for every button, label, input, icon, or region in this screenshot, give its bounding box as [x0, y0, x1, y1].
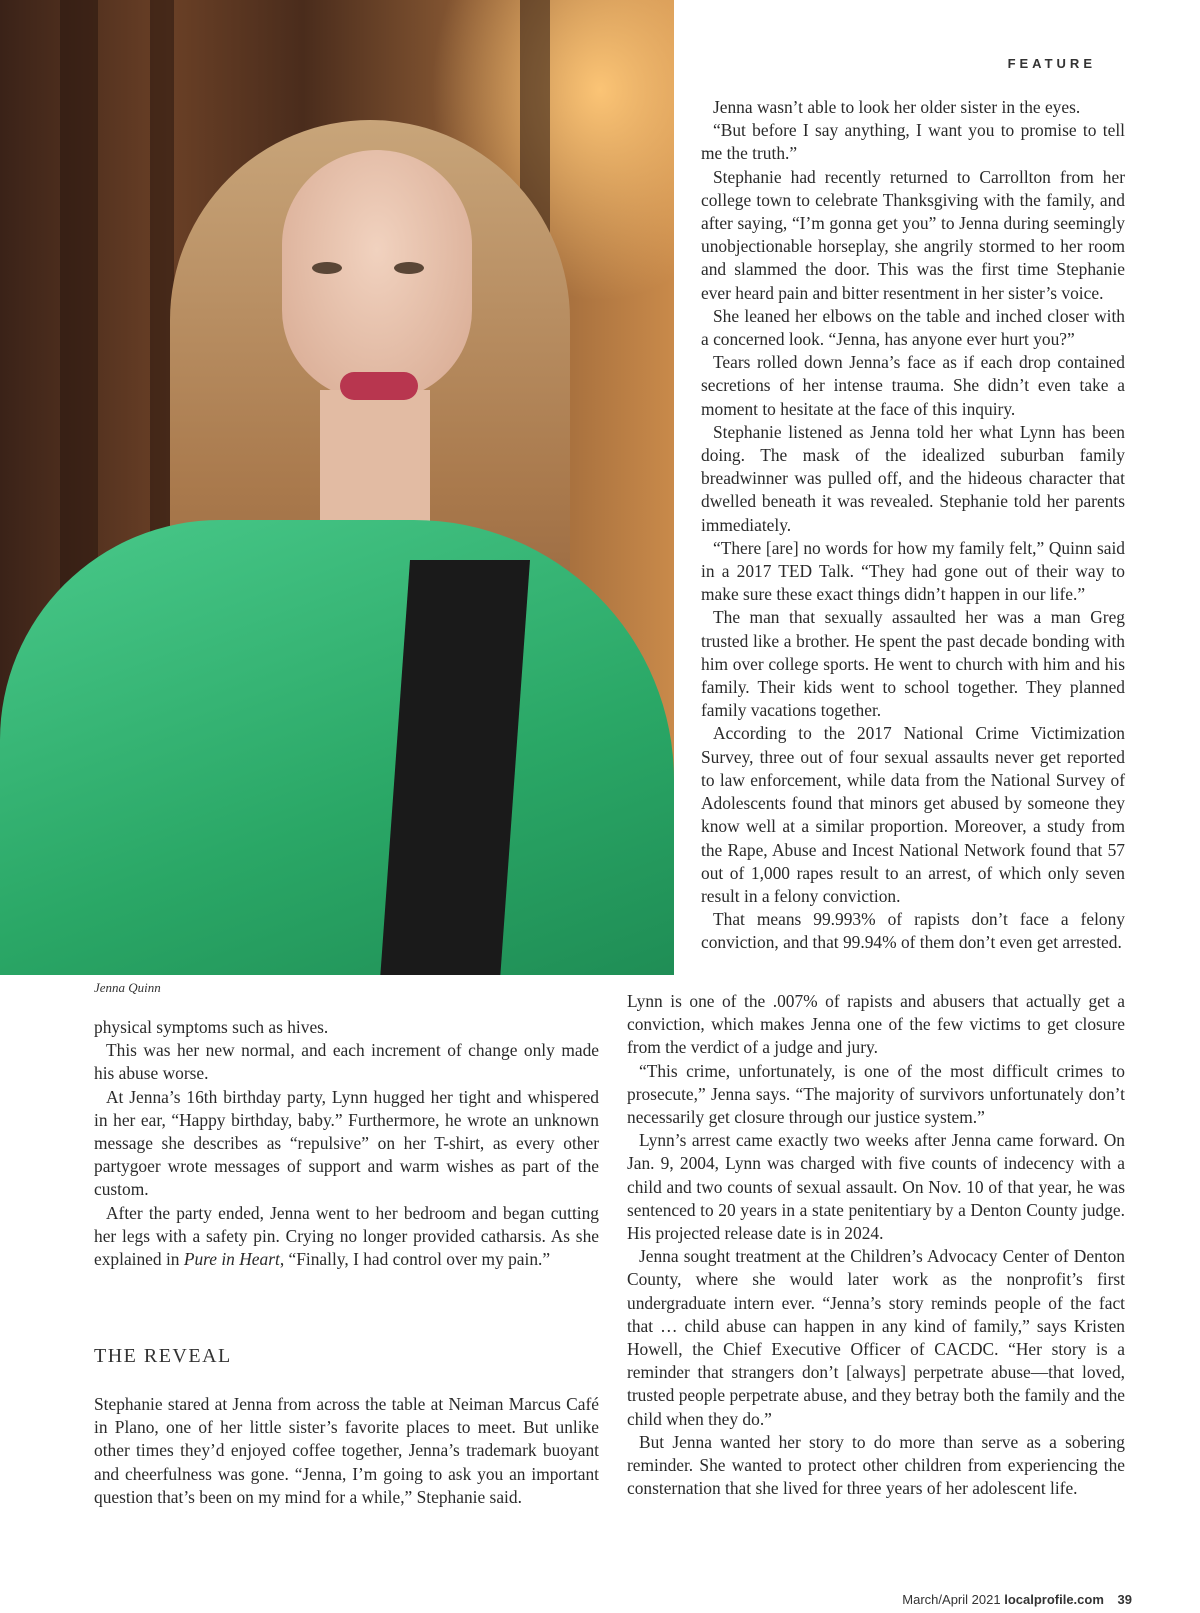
paragraph: Lynn is one of the .007% of rapists and abusers that actually get a conviction, which makes Jenna one of the few victims to get closure from the verdict of a judge and jury.	[627, 991, 1125, 1058]
paragraph: Stephanie stared at Jenna from across the table at Neiman Marcus Café in Plano, one of her little sister’s favorite places to meet. But unlike other times they’d enjoyed coffee together, Jenna’s trademark buoyant and cheerfulness was gone. “Jenna, I’m going to ask you an important question that’s been on my mind for a while,” Stephanie said.	[94, 1394, 599, 1507]
paragraph: That means 99.993% of rapists don’t face a felony conviction, and that 99.94% of them don’t even get arrested.	[701, 909, 1125, 953]
paragraph: Lynn’s arrest came exactly two weeks after Jenna came forward. On Jan. 9, 2004, Lynn was charged with five counts of indecency with a child and two counts of sexual assault. On Nov. 10 of that year, he was sentenced to 20 years in a state penitentiary by a Denton County judge. His projected release date is in 2024.	[627, 1130, 1125, 1244]
paragraph: Stephanie listened as Jenna told her what Lynn has been doing. The mask of the idealized suburban family breadwinner was pulled off, and the hideous character that dwelled beneath it was revealed. Stephanie told her parents immediately.	[701, 421, 1125, 535]
paragraph: Stephanie had recently returned to Carrollton from her college town to celebrate Thanksgiving with the family, and after saying, “I’m gonna get you” to Jenna during seemingly unobjectionable horseplay, she angrily stormed to her room and slammed the door. This was the first time Stephanie ever heard pain and bitter resentment in her sister’s voice.	[701, 166, 1125, 303]
article-column-left	[94, 1016, 599, 1271]
paragraph: “This crime, unfortunately, is one of the most difficult crimes to prosecute,” Jenna says. “The majority of survivors unfortunately don’t necessarily get closure through our justice system.”	[627, 1060, 1125, 1128]
article-column-left-bottom	[94, 1393, 599, 1509]
article-column-right-bottom	[627, 990, 1125, 1500]
paragraph: According to the 2017 National Crime Victimization Survey, three out of four sexual assaults never get reported to law enforcement, while data from the National Survey of Adolescents found that minors get abused by someone they know well at a similar proportion. Moreover, a study from the Rape, Abuse and Incest National Network found that 57 out of 1,000 rapes result to an arrest, of which only seven result in a felony conviction.	[701, 723, 1125, 906]
paragraph: Jenna wasn’t able to look her older sister in the eyes.	[713, 97, 1081, 117]
paragraph: She leaned her elbows on the table and inched closer with a concerned look. “Jenna, has anyone ever hurt you?”	[701, 305, 1125, 350]
paragraph	[94, 1202, 599, 1272]
paragraph-text: , “Finally, I had control over my pain.”	[279, 1249, 551, 1270]
paragraph: “But before I say anything, I want you to promise to tell me the truth.”	[701, 120, 1125, 164]
paragraph: But Jenna wanted her story to do more than serve as a sobering reminder. She wanted to protect other children from experiencing the consternation that she lived for three years of her adolescent life.	[627, 1431, 1125, 1499]
portrait-photo	[0, 0, 674, 975]
paragraph: physical symptoms such as hives.	[94, 1017, 329, 1037]
paragraph: Jenna sought treatment at the Children’s Advocacy Center of Denton County, where she would later work as the nonprofit’s first undergraduate intern ever. “Jenna’s story reminds people of the fact that … child abuse can happen in any kind of family,” says Kristen Howell, the Chief Executive Officer of CACDC. “Her story is a reminder that strangers don’t [always] perpetrate abuse—that loved, trusted people perpetrate abuse, and they betray both the family and the child when they do.”	[627, 1246, 1125, 1429]
paragraph: At Jenna’s 16th birthday party, Lynn hugged her tight and whispered in her ear, “Happy birthday, baby.” Furthermore, he wrote an unknown message she describes as “repulsive” on her T-shirt, as every other partygoer wrote messages of support and warm wishes as part of the custom.	[94, 1086, 599, 1200]
page-number: 39	[1117, 1592, 1132, 1607]
photo-caption: Jenna Quinn	[94, 980, 161, 995]
site-name: localprofile.com	[1004, 1592, 1104, 1607]
book-title: Pure in Heart	[183, 1249, 280, 1270]
page-footer	[902, 1592, 1132, 1607]
section-label: FEATURE	[1007, 56, 1096, 71]
paragraph: The man that sexually assaulted her was a man Greg trusted like a brother. He spent the past decade bonding with him over college sports. He went to church with him and his family. Their kids went to school together. They planned family vacations together.	[701, 607, 1125, 721]
issue-date: March/April 2021	[902, 1592, 1001, 1607]
section-heading: THE REVEAL	[94, 1345, 232, 1367]
paragraph: This was her new normal, and each increment of change only made his abuse worse.	[94, 1040, 599, 1084]
paragraph-text: After the party ended, Jenna went to her bedroom and began cutting her legs with a safety pin. Crying no longer provided catharsis. As she explained in	[94, 1202, 599, 1270]
paragraph: “There [are] no words for how my family felt,” Quinn said in a 2017 TED Talk. “They had gone out of their way to make sure these exact things didn’t happen in our life.”	[701, 537, 1125, 605]
paragraph: Tears rolled down Jenna’s face as if each drop contained secretions of her intense trauma. She didn’t even take a moment to hesitate at the face of this inquiry.	[701, 352, 1125, 419]
article-column-right-top	[701, 96, 1125, 955]
